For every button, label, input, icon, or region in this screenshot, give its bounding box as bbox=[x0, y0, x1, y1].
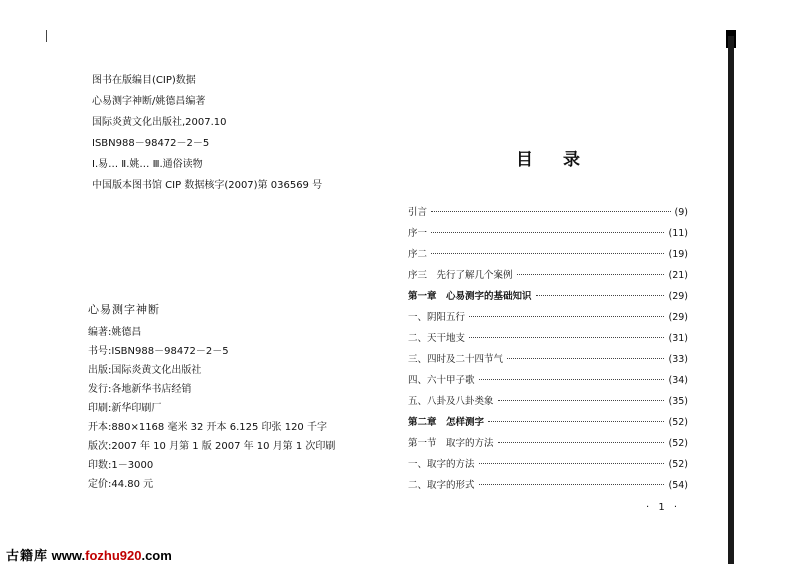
watermark-url-prefix: www. bbox=[51, 548, 86, 563]
toc-entry bbox=[408, 435, 688, 456]
toc-entry bbox=[408, 309, 688, 330]
toc-leader-dots bbox=[479, 457, 665, 464]
toc-entry-label: 五、八卦及八卦类象 bbox=[408, 396, 494, 407]
scan-mark bbox=[46, 30, 47, 42]
toc-entry-page: (9) bbox=[674, 207, 688, 218]
toc-entry bbox=[408, 414, 688, 435]
cip-publisher: 国际炎黄文化出版社,2007.10 bbox=[92, 117, 227, 128]
toc-entry-label: 序三 先行了解几个案例 bbox=[408, 270, 513, 281]
toc-entry bbox=[408, 372, 688, 393]
toc-entry-page: (33) bbox=[668, 354, 688, 365]
book-title: 心易测字神断 bbox=[88, 303, 160, 316]
watermark-site-name: 古籍库 bbox=[6, 548, 49, 563]
cip-number: 中国版本图书馆 CIP 数据核字(2007)第 036569 号 bbox=[92, 180, 323, 191]
book-print-run: 印数:1－3000 bbox=[88, 460, 154, 471]
toc-leader-dots bbox=[479, 478, 665, 485]
toc-entry-label: 序一 bbox=[408, 228, 428, 239]
toc-entry bbox=[408, 288, 688, 309]
toc-entry-page: (21) bbox=[668, 270, 688, 281]
toc-entry bbox=[408, 393, 688, 414]
cip-isbn: ISBN988－98472－2－5 bbox=[92, 138, 210, 149]
toc-entry bbox=[408, 225, 688, 246]
toc-entry-page: (54) bbox=[668, 480, 688, 491]
book-publisher: 出版:国际炎黄文化出版社 bbox=[88, 365, 202, 376]
toc-entry bbox=[408, 267, 688, 288]
toc-entry-label: 序二 bbox=[408, 249, 428, 260]
book-author: 编著:姚德昌 bbox=[88, 327, 142, 338]
book-distributor: 发行:各地新华书店经销 bbox=[88, 384, 192, 395]
toc-entry-page: (11) bbox=[668, 228, 688, 239]
table-of-contents bbox=[408, 204, 688, 498]
toc-entry-page: (52) bbox=[668, 459, 688, 470]
toc-entry bbox=[408, 246, 688, 267]
book-price: 定价:44.80 元 bbox=[88, 479, 154, 490]
toc-leader-dots bbox=[431, 247, 664, 254]
toc-entry-label: 第一节 取字的方法 bbox=[408, 438, 494, 449]
toc-leader-dots bbox=[498, 436, 665, 443]
book-printer: 印刷:新华印刷厂 bbox=[88, 403, 162, 414]
toc-entry-label: 引言 bbox=[408, 207, 428, 218]
watermark bbox=[6, 545, 172, 564]
toc-entry-label: 第二章 怎样测字 bbox=[408, 417, 485, 428]
page-number: · 1 · bbox=[646, 502, 681, 513]
book-isbn: 书号:ISBN988－98472－2－5 bbox=[88, 346, 229, 357]
toc-entry bbox=[408, 477, 688, 498]
toc-title: 目录 bbox=[516, 150, 610, 170]
toc-entry bbox=[408, 351, 688, 372]
toc-entry-label: 一、阴阳五行 bbox=[408, 312, 466, 323]
book-info-block bbox=[88, 300, 335, 494]
cip-title-author: 心易测字神断/姚德昌编著 bbox=[92, 96, 206, 107]
toc-entry-label: 第一章 心易测字的基础知识 bbox=[408, 291, 532, 302]
watermark-url-mid: fozhu920 bbox=[85, 548, 142, 563]
toc-entry-label: 三、四时及二十四节气 bbox=[408, 354, 504, 365]
toc-entry bbox=[408, 204, 688, 225]
toc-leader-dots bbox=[431, 205, 671, 212]
toc-entry-label: 一、取字的方法 bbox=[408, 459, 475, 470]
toc-entry-page: (29) bbox=[668, 312, 688, 323]
cip-header: 图书在版编目(CIP)数据 bbox=[92, 75, 196, 86]
book-format: 开本:880×1168 毫米 32 开本 6.125 印张 120 千字 bbox=[88, 422, 327, 433]
toc-entry-page: (29) bbox=[668, 291, 688, 302]
toc-entry-page: (52) bbox=[668, 417, 688, 428]
toc-entry bbox=[408, 330, 688, 351]
toc-leader-dots bbox=[469, 310, 664, 317]
toc-leader-dots bbox=[536, 289, 665, 296]
toc-leader-dots bbox=[488, 415, 664, 422]
book-edition: 版次:2007 年 10 月第 1 版 2007 年 10 月第 1 次印刷 bbox=[88, 441, 336, 452]
toc-entry-label: 二、取字的形式 bbox=[408, 480, 475, 491]
toc-leader-dots bbox=[431, 226, 664, 233]
toc-entry-page: (19) bbox=[668, 249, 688, 260]
watermark-url-suffix: .com bbox=[141, 548, 172, 563]
toc-entry bbox=[408, 456, 688, 477]
toc-leader-dots bbox=[517, 268, 665, 275]
toc-entry-page: (52) bbox=[668, 438, 688, 449]
toc-leader-dots bbox=[498, 394, 665, 401]
toc-entry-page: (35) bbox=[668, 396, 688, 407]
toc-leader-dots bbox=[469, 331, 664, 338]
toc-entry-label: 二、天干地支 bbox=[408, 333, 466, 344]
toc-entry-label: 四、六十甲子歌 bbox=[408, 375, 475, 386]
toc-entry-page: (31) bbox=[668, 333, 688, 344]
toc-entry-page: (34) bbox=[668, 375, 688, 386]
binding-edge bbox=[728, 36, 734, 564]
toc-leader-dots bbox=[507, 352, 664, 359]
cip-data-block bbox=[92, 70, 322, 196]
toc-leader-dots bbox=[479, 373, 665, 380]
cip-classification: Ⅰ.易… Ⅱ.姚… Ⅲ.通俗读物 bbox=[92, 159, 203, 170]
